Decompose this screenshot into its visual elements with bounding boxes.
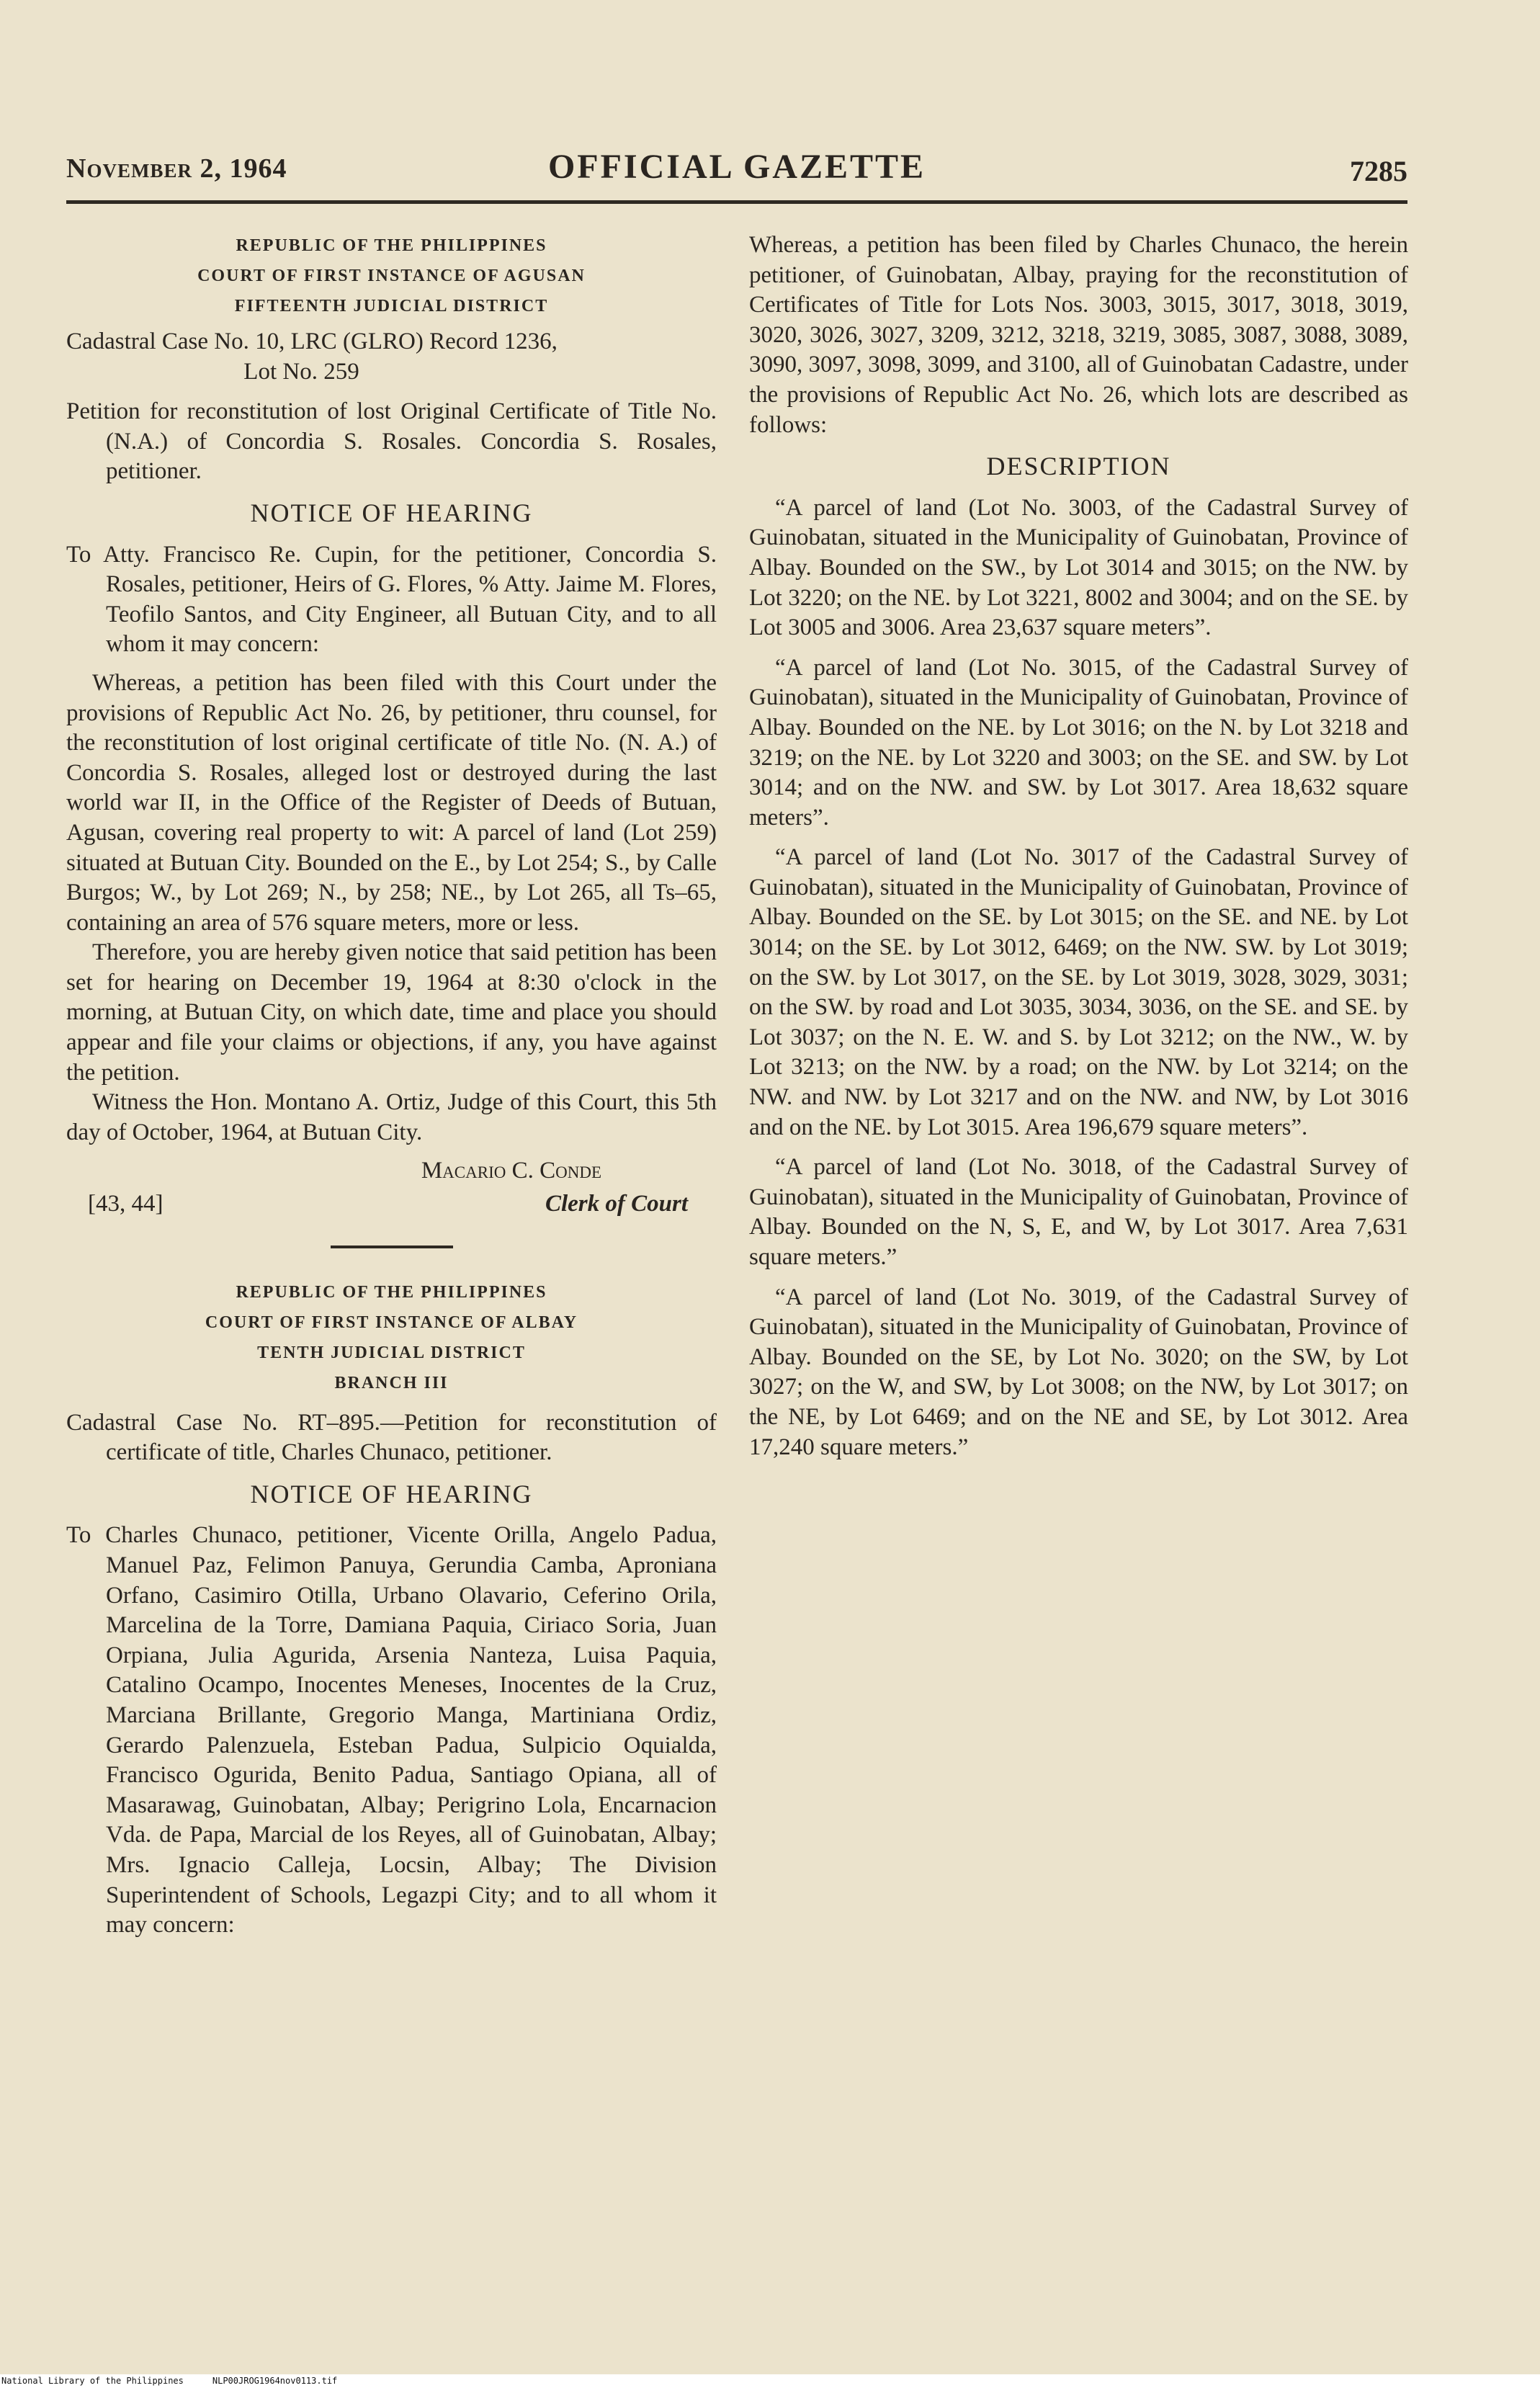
lot-description: “A parcel of land (Lot No. 3003, of the Cadastral Survey of Guinobatan, situated in the Municipality of Guinobatan, Province of Albay. Bounded on the SW., by Lot 3014 and 3015; on the NW. by Lot 3220; on the NE. by Lot 3221, 8002 and 3004; and on the SE. by Lot 3005 and 3006. Area 23,637 square meters”. <box>749 494 1408 641</box>
header-date: November 2, 1964 <box>66 153 287 184</box>
issue-ref: [43, 44] <box>88 1191 164 1217</box>
petition-title: Petition for reconstitution of lost Original Certificate of Title No. (N.A.) of Concordia S. Rosales. Concordia S. Rosales, petitioner. <box>66 398 717 485</box>
right-column <box>749 231 1408 1462</box>
lot-line: Lot No. 259 <box>243 358 359 385</box>
court-line: FIFTEENTH JUDICIAL DISTRICT <box>234 297 549 316</box>
header-rule <box>66 200 1407 204</box>
description-heading: DESCRIPTION <box>986 452 1171 481</box>
publication-title: OFFICIAL GAZETTE <box>547 148 926 186</box>
court-line: COURT OF FIRST INSTANCE OF ALBAY <box>205 1312 578 1332</box>
lot-description: “A parcel of land (Lot No. 3018, of the Cadastral Survey of Guinobatan), situated in the Municipality of Guinobatan, Province of Albay. Bounded on the N, S, E, and W, by Lot 3017. Area 7,631 square meters.” <box>749 1154 1408 1270</box>
body-paragraph: Therefore, you are hereby given notice that said petition has been set for hearing on December 19, 1964 at 8:30 o'clock in the morning, at Butuan City, on which date, time and place you should appear and file your claims or objections, if any, you have against the petition. <box>66 939 717 1086</box>
court-line: TENTH JUDICIAL DISTRICT <box>257 1343 526 1362</box>
whereas-paragraph: Whereas, a petition has been filed by Charles Chunaco, the herein petitioner, of Guinobatan, Albay, praying for the reconstitution of Certificates of Title for Lots Nos. 3003, 3015, 3017, 3018, 3019, 3020, 3026, 3027, 3209, 3212, 3218, 3219, 3085, 3087, 3088, 3089, 3090, 3097, 3098, 3099, and 3100, all of Guinobatan Cadastre, under the provisions of Republic Act No. 26, which lots are described as follows: <box>749 232 1408 438</box>
section-divider <box>331 1246 453 1248</box>
addressees: To Atty. Francisco Re. Cupin, for the petitioner, Concordia S. Rosales, petitioner, Heirs of G. Flores, % Atty. Jaime M. Flores, Teofilo Santos, and City Engineer, all Butuan City, and to all whom it may concern: <box>66 541 717 658</box>
case-line: Cadastral Case No. 10, LRC (GLRO) Record 1236, <box>66 328 558 354</box>
signatory-name: Macario C. Conde <box>421 1158 601 1184</box>
page-header <box>66 144 1407 194</box>
court-line: REPUBLIC OF THE PHILIPPINES <box>236 1282 547 1302</box>
page-number: 7285 <box>1350 155 1407 187</box>
signature-line <box>66 1189 717 1220</box>
signatory-title: Clerk of Court <box>545 1191 688 1217</box>
court-line: COURT OF FIRST INSTANCE OF AGUSAN <box>197 267 586 285</box>
addressees: To Charles Chunaco, petitioner, Vicente Orilla, Angelo Padua, Manuel Paz, Felimon Panuya, Gerundia Camba, Aproniana Orfano, Casimiro Otilla, Urbano Olavario, Ceferino Orila, Marcelina de la Torre, Damiana Paquia, Ciriaco Soria, Juan Orpiana, Julia Agurida, Arsenia Nanteza, Luisa Paquia, Catalino Ocampo, Inocentes Meneses, Inocentes de la Cruz, Marciana Brillante, Gregorio Manga, Martiniana Ordiz, Gerardo Palenzuela, Esteban Padua, Sulpicio Oquialda, Francisco Ogurida, Benito Padua, Santiago Opiana, all of Masarawag, Guinobatan, Albay; Perigrino Lola, Encarnacion Vda. de Papa, Marcial de los Reyes, all of Guinobatan, Albay; Mrs. Ignacio Calleja, Locsin, Albay; The Division Superintendent of Schools, Legazpi City; and to all whom it may concern: <box>66 1522 717 1938</box>
lot-description: “A parcel of land (Lot No. 3019, of the Cadastral Survey of Guinobatan), situated in the Municipality of Guinobatan, Province of Albay. Bounded on the SE, by Lot No. 3020; on the SW, by Lot 3027; on the W, and SW, by Lot 3008; on the NW, by Lot 3017; on the NE, by Lot 6469; and on the NE and SE, by Lot 3012. Area 17,240 square meters.” <box>749 1284 1408 1460</box>
lot-description: “A parcel of land (Lot No. 3017 of the Cadastral Survey of Guinobatan), situated in the Municipality of Guinobatan, Province of Albay. Bounded on the SE. by Lot 3015; on the SE. and NE. by Lot 3014; on the SE. by Lot 3012, 6469; on the NW. SW. by Lot 3019; on the SW. by Lot 3017, on the SE. by Lot 3019, 3028, 3029, 3031; on the SW. by road and Lot 3035, 3034, 3036, on the SE. and SE. by Lot 3037; on the N. E. W. and S. by Lot 3212; on the NW., W. by Lot 3213; on the NW. by a road; on the NW. by Lot 3214; on the NW. and NW. by Lot 3217 and on the NW. and NW, by Lot 3016 and on the NE. by Lot 3015. Area 196,679 square meters”. <box>749 844 1408 1140</box>
body-paragraph: Witness the Hon. Montano A. Ortiz, Judge of this Court, this 5th day of October, 1964, at Butuan City. <box>66 1089 717 1145</box>
notice2-court-block <box>66 1277 717 1398</box>
notice1-court-block <box>66 231 717 321</box>
lot-description: “A parcel of land (Lot No. 3015, of the Cadastral Survey of Guinobatan), situated in the Municipality of Guinobatan, Province of Albay. Bounded on the NE. by Lot 3016; on the N. by Lot 3218 and 3219; on the NE. by Lot 3220 and 3003; on the SE. and SW. by Lot 3014; and on the NW. and SW. by Lot 3017. Area 18,632 square meters”. <box>749 654 1408 831</box>
notice-heading: NOTICE OF HEARING <box>250 1479 533 1508</box>
notice-heading: NOTICE OF HEARING <box>250 498 533 527</box>
left-column <box>66 231 717 1938</box>
court-line: BRANCH III <box>334 1373 449 1392</box>
scan-filename: NLP00JROG1964nov0113.tif <box>212 2376 338 2386</box>
library-credit: National Library of the Philippines <box>1 2376 184 2386</box>
court-line: REPUBLIC OF THE PHILIPPINES <box>236 236 547 255</box>
body-paragraph: Whereas, a petition has been filed with this Court under the provisions of Republic Act No. 26, by petitioner, thru counsel, for the reconstitution of lost original certificate of title No. (N. A.) of Concordia S. Rosales, alleged lost or destroyed during the last world war II, in the Office of the Register of Deeds of Butuan, Agusan, covering real property to wit: A parcel of land (Lot 259) situated at Butuan City. Bounded on the E., by Lot 254; S., by Calle Burgos; W., by Lot 269; N., by 258; NE., by Lot 265, all Ts–65, containing an area of 576 square meters, more or less. <box>66 669 717 936</box>
scan-footer <box>0 2374 1540 2388</box>
petition-title: Cadastral Case No. RT–895.—Petition for reconstitution of certificate of title, Charles Chunaco, petitioner. <box>66 1409 717 1466</box>
